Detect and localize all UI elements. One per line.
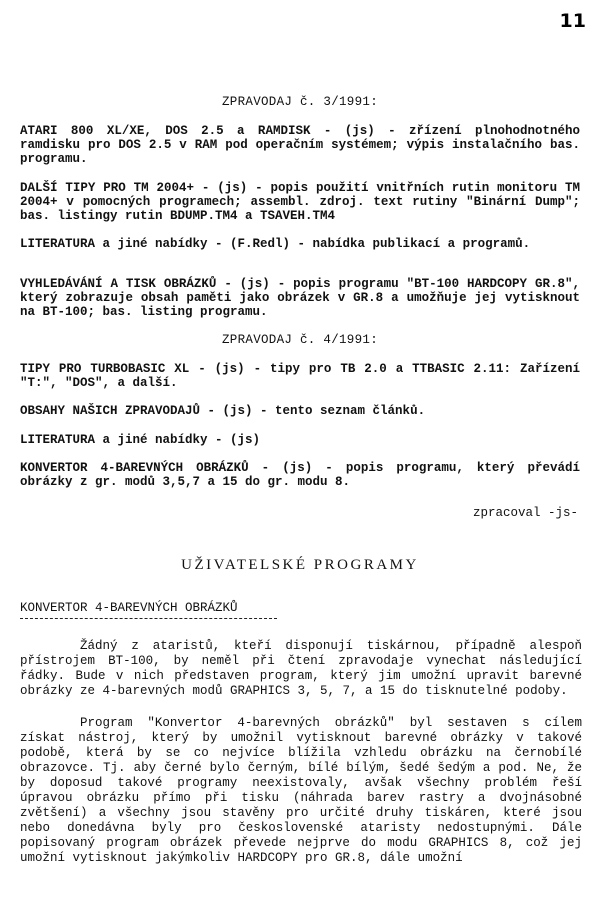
content-entry [20, 181, 580, 223]
article-heading: KONVERTOR 4-BAREVNÝCH OBRÁZKŮ [20, 601, 238, 615]
entry-text: ATARI 800 XL/XE, DOS 2.5 a RAMDISK - (js) - zřízení plnohodnotného ramdisku pro DOS 2.5 v RAM pod operačním systémem; výpis instalačního bas. programu. [20, 124, 580, 166]
content-entry [20, 277, 580, 319]
entry-text: DALŠÍ TIPY PRO TM 2004+ - (js) - popis použití vnitřních rutin monitoru TM 2004+ v pomocných programech; assembl. zdroj. text rutiny "Binární Dump"; bas. listingy rutin BDUMP.TM4 a TSAVEH.TM4 [20, 181, 580, 223]
article-paragraph: Program "Konvertor 4-barevných obrázků" byl sestaven s cílem získat nástroj, který by umožnil vytisknout barevné obrázky v takové podobě, která by se co nejvíce blížila vzhledu obrázku na černobílé obrazovce. Tj. aby černé bylo černým, bílé bílým, šedé šedým a pod. Ne, že by doposud takové programy neexistovaly, avšak všechny problém řeší úpravou obrázku přímo při tisku (náhrada barev rastry a dvojnásobné zvětšení) a všechny jsou stavěny pro určité druhy tiskáren, které jsou nebo donedávna byly pro československé ataristy nedostupnými. Dále popisovaný program obrázek převede nejprve do modu GRAPHICS 8, což jej umožní vytisknout jakýmkoliv HARDCOPY pro GR.8, dále umožní [20, 716, 582, 865]
content-entry [20, 237, 580, 251]
entry-text: VYHLEDÁVÁNÍ A TISK OBRÁZKŮ - (js) - popis programu "BT-100 HARDCOPY GR.8", který zobrazuje obsah paměti jako obrázek v GR.8 a umožňuje jej vytisknout na BT-100; bas. listing programu. [20, 277, 580, 319]
issue-heading: ZPRAVODAJ č. 3/1991: [221, 95, 379, 109]
content-entry [20, 433, 580, 447]
article-paragraph: Žádný z ataristů, kteří disponují tiskárnou, případně alespoň přístrojem BT-100, by neměl při čtení zpravodaje vynechat následující řádky. Bude v nich představen program, který jim umožní upravit barevné obrázky ze 4-barevných modů GRAPHICS 3, 5, 7, a 15 do tisknutelné podoby. [20, 639, 582, 698]
content-entry [20, 404, 580, 418]
entry-text: TIPY PRO TURBOBASIC XL - (js) - tipy pro TB 2.0 a TTBASIC 2.11: Zařízení "T:", "DOS", a další. [20, 362, 580, 390]
content-entry [20, 461, 580, 489]
content-entry [20, 362, 580, 390]
section-title: UŽIVATELSKÉ PROGRAMY [181, 557, 419, 573]
entry-text: KONVERTOR 4-BAREVNÝCH OBRÁZKŮ - (js) - popis programu, který převádí obrázky z gr. modů 3,5,7 a 15 do gr. modu 8. [20, 461, 580, 489]
entry-text: OBSAHY NAŠICH ZPRAVODAJŮ - (js) - tento seznam článků. [20, 404, 426, 418]
issue-heading: ZPRAVODAJ č. 4/1991: [221, 333, 379, 347]
heading-underline [20, 618, 277, 619]
entry-text: LITERATURA a jiné nabídky - (js) [20, 433, 261, 447]
page-number: 11 [559, 10, 586, 32]
content-entry [20, 124, 580, 166]
signature: zpracoval -js- [472, 506, 578, 520]
entry-text: LITERATURA a jiné nabídky - (F.Redl) - nabídka publikací a programů. [20, 237, 531, 251]
